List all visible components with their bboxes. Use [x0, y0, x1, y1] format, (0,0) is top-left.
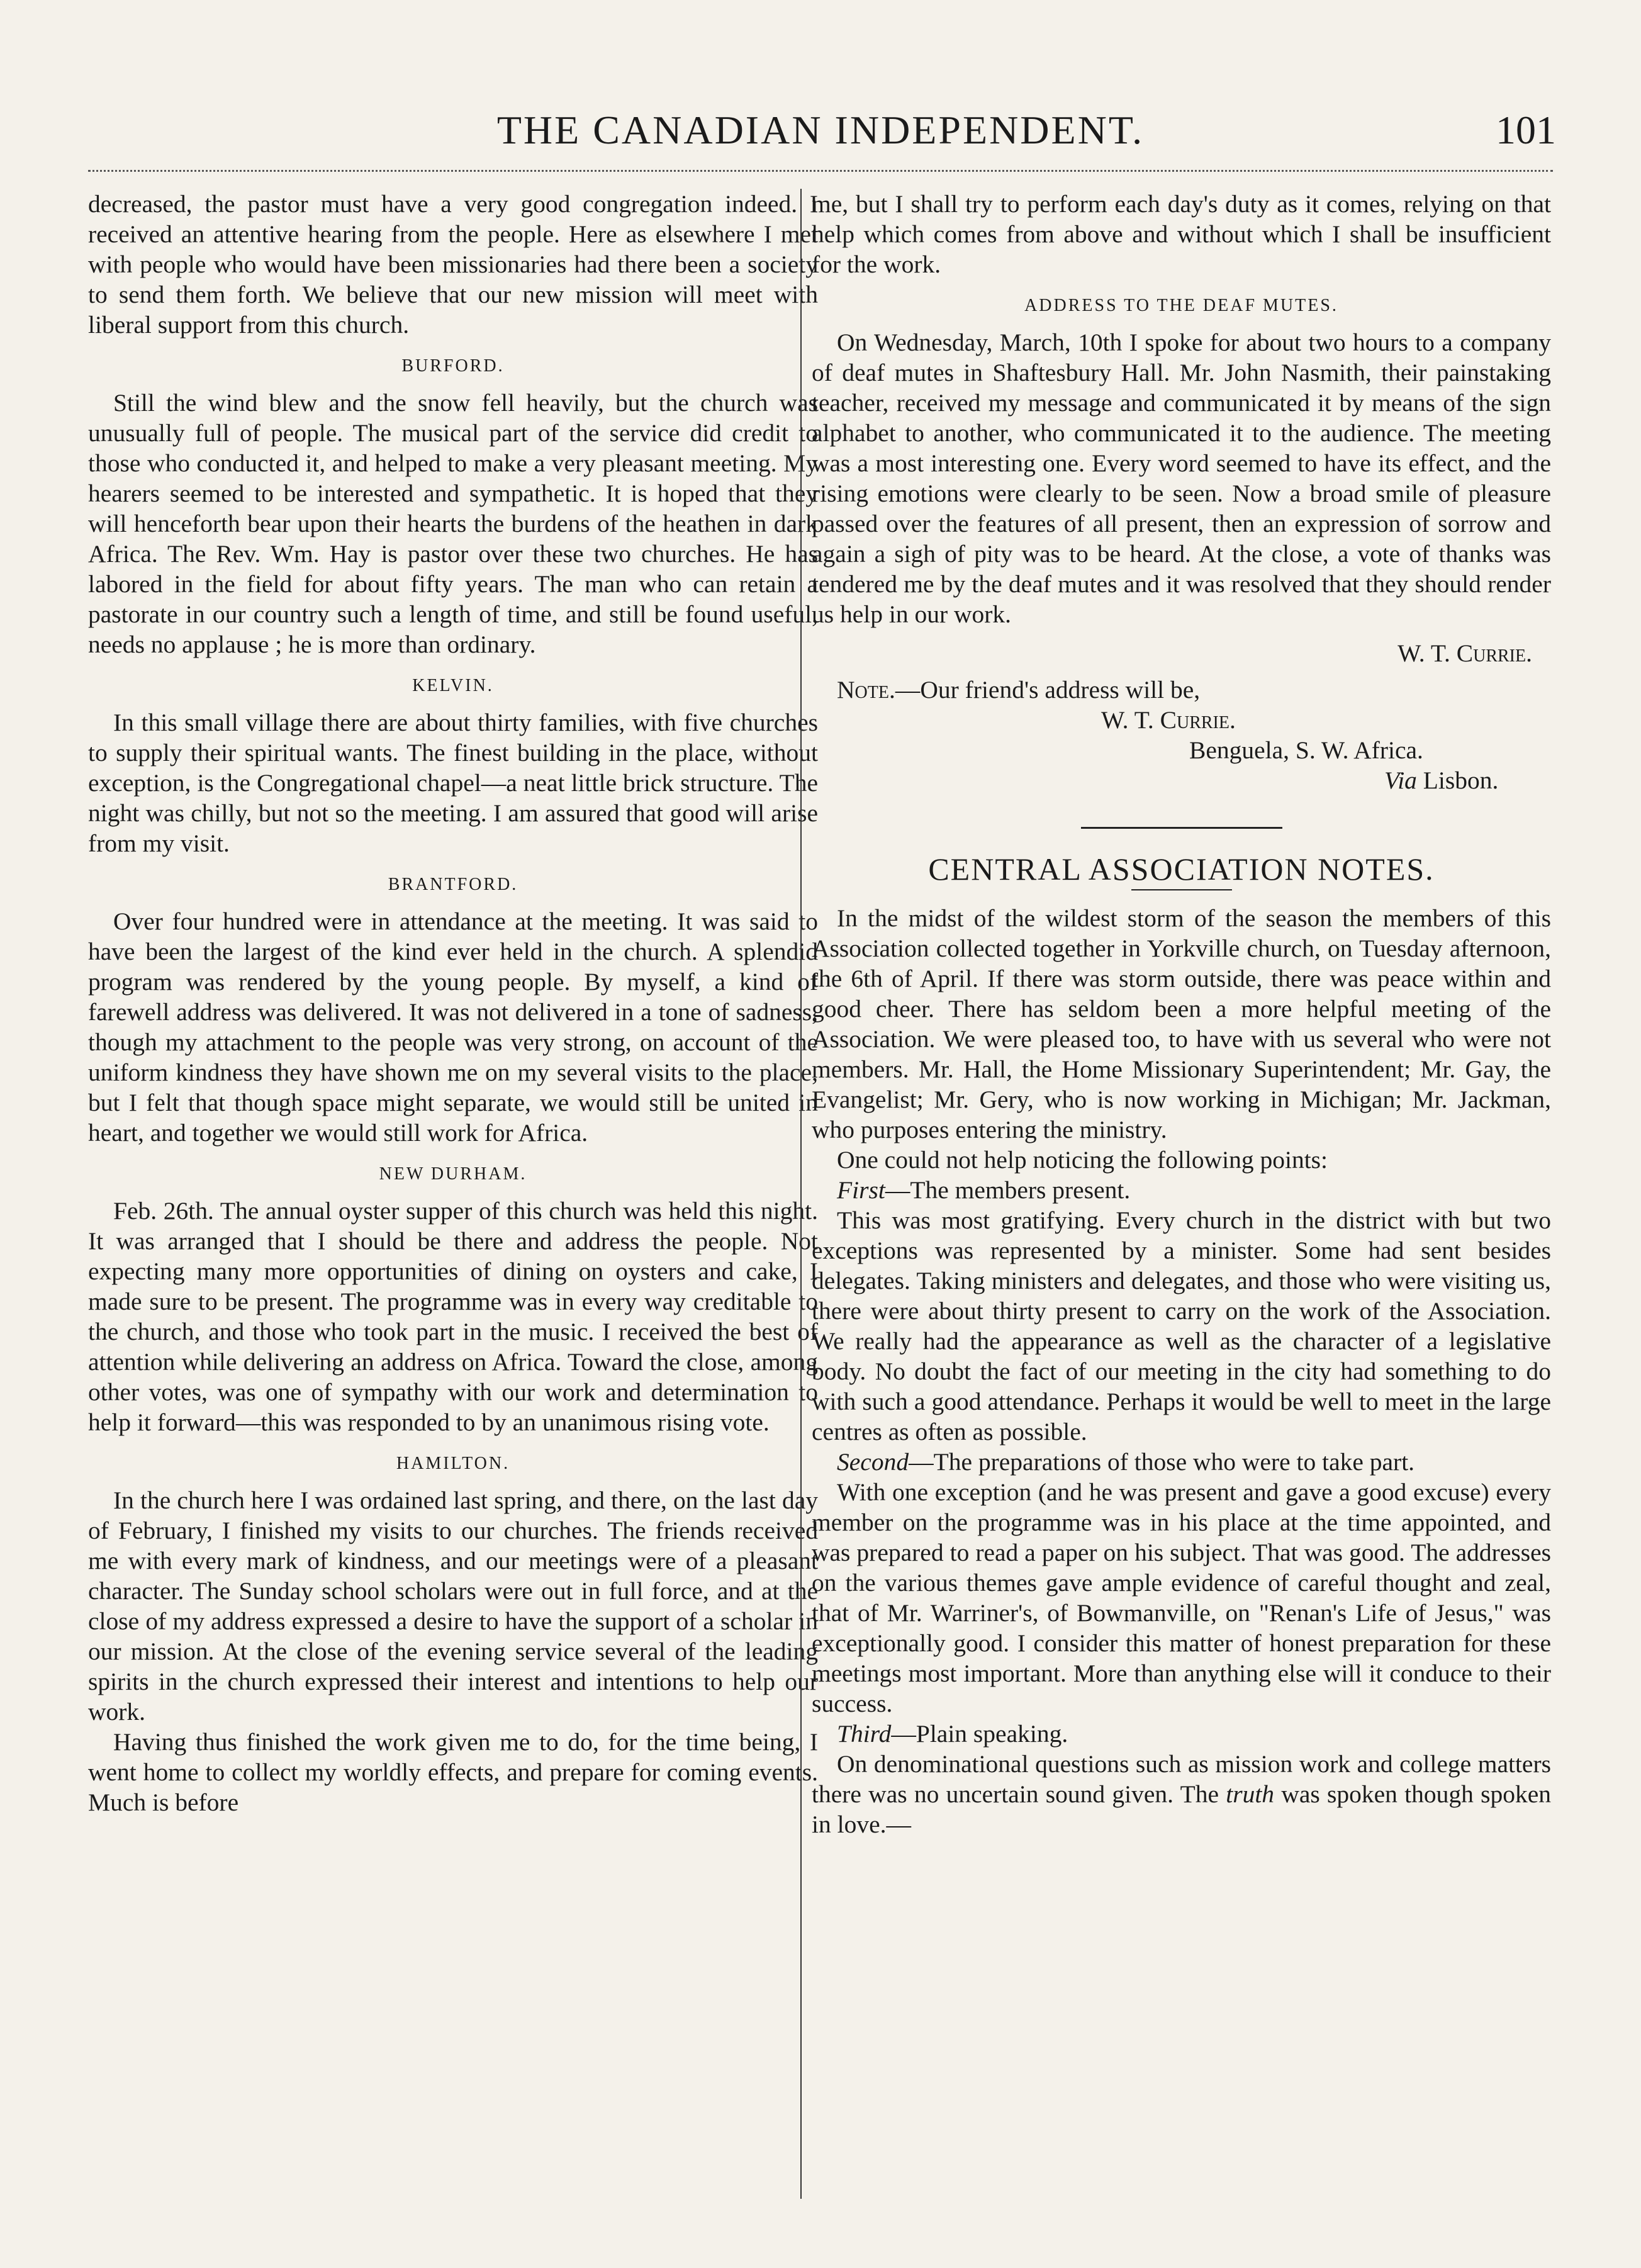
column-divider: [800, 189, 802, 2199]
right-column: [812, 189, 1551, 2205]
section-separator: [1081, 827, 1282, 829]
central-paragraph-1: In the midst of the wildest storm of the season the members of this Association collected together in Yorkville church, on Tuesday afternoon, the 6th of April. If there was storm outside, there was peace within and good cheer. There has seldom been a more helpful meeting of the Association. We were pleased too, to have with us several who were not members. Mr. Hall, the Home Missionary Superintendent; Mr. Gay, the Evangelist; Mr. Gery, who is now working in Michigan; Mr. Jackman, who purposes entering the ministry.: [812, 904, 1551, 1143]
central-p5-truth: truth: [1226, 1780, 1275, 1808]
central-paragraph-5: [812, 1749, 1551, 1839]
brantford-heading: BRANTFORD.: [388, 875, 518, 894]
note-line: [812, 675, 1551, 705]
kelvin-paragraph: In this small village there are about thirty families, with five churches to supply their spiritual wants. The finest building in the place, without exception, is the Congregational chapel—a neat little brick structure. The night was chilly, but not so the meeting. I am assured that good will arise from my visit.: [88, 709, 818, 857]
continuation-paragraph: me, but I shall try to perform each day's duty as it comes, relying on that help which comes from above and without which I shall be insufficient for the work.: [812, 190, 1551, 278]
third-point: [812, 1719, 1551, 1749]
deaf-mutes-heading: ADDRESS TO THE DEAF MUTES.: [1024, 296, 1338, 315]
first-text: —The members present.: [885, 1176, 1131, 1204]
kelvin-heading: KELVIN.: [412, 676, 494, 695]
central-p5-end: was spoken though spoken in love.—: [812, 1780, 1552, 1838]
address-via-label: Via: [1384, 766, 1417, 794]
section-title: CENTRAL ASSOCIATION NOTES.: [928, 851, 1435, 887]
central-paragraph-3: This was most gratifying. Every church in the district with but two exceptions was represented by a minister. Some had sent besides delegates. Taking ministers and delegates, and those who were visiting us, there were about thirty present to carry on the work of the Association. We really had the appearance as well as the character of a legislative body. No doubt the fact of our meeting in the city had something to do with such a good attendance. Perhaps it would be well to meet in the large centres as often as possible.: [812, 1206, 1551, 1446]
third-text: —Plain speaking.: [891, 1720, 1068, 1748]
central-paragraph-2: One could not help noticing the following points:: [837, 1146, 1328, 1174]
left-column: [88, 189, 818, 2205]
address-place: Benguela, S. W. Africa.: [1189, 736, 1423, 764]
burford-paragraph: Still the wind blew and the snow fell heavily, but the church was unusually full of people. The musical part of the service did credit to those who conducted it, and helped to make a very pleasant meeting. My hearers seemed to be interested and sympathetic. It is hoped that they will henceforth bear upon their hearts the burdens of the heathen in dark Africa. The Rev. Wm. Hay is pastor over these two churches. He has labored in the field for about fifty years. The man who can retain a pastorate in our country such a length of time, and still be found useful, needs no applause ; he is more than ordinary.: [88, 389, 818, 658]
first-label: First: [837, 1176, 885, 1204]
header-rule: [88, 170, 1553, 172]
address-via: [1384, 765, 1551, 795]
page-number: 101: [1496, 108, 1556, 152]
burford-heading: BURFORD.: [401, 356, 505, 376]
deaf-mutes-paragraph: On Wednesday, March, 10th I spoke for about two hours to a company of deaf mutes in Shaftesbury Hall. Mr. John Nasmith, their painstaking teacher, received my message and communicated it by means of the sign alphabet to another, who communicated it to the audience. The meeting was a most interesting one. Every word seemed to have its effect, and the rising emotions were clearly to be seen. Now a broad smile of pleasure passed over the features of all present, then an expression of sorrow and again a sigh of pity was to be heard. At the close, a vote of thanks was tendered me by the deaf mutes and it was resolved that they should render us help in our work.: [812, 328, 1551, 628]
hamilton-heading: HAMILTON.: [396, 1454, 510, 1473]
new-durham-paragraph: Feb. 26th. The annual oyster supper of this church was held this night. It was arranged that I should be there and address the people. Not expecting many more opportunities of dining on oysters and cake, I made sure to be present. The programme was in every way creditable to the church, and those who took part in the music. I received the best of attention while delivering an address on Africa. Toward the close, among other votes, was one of sympathy with our work and determination to help it forward—this was responded to by an unanimous rising vote.: [88, 1197, 818, 1436]
first-point: [812, 1175, 1551, 1205]
address-name: W. T. Currie.: [1101, 706, 1236, 734]
note-text: —Our friend's address will be,: [895, 676, 1201, 704]
address-via-city: Lisbon.: [1423, 766, 1499, 794]
signature: W. T. Currie.: [1397, 639, 1532, 667]
second-label: Second: [837, 1448, 909, 1476]
central-paragraph-4: With one exception (and he was present and gave a good excuse) every member on the programme was in his place at the time appointed, and was prepared to read a paper on his subject. That was good. The addresses on the various themes gave ample evidence of careful thought and zeal, that of Mr. Warriner's, of Bowmanville, on "Renan's Life of Jesus," was exceptionally good. I consider this matter of honest preparation for these meetings most important. More than anything else will it conduce to their success.: [812, 1478, 1551, 1717]
brantford-paragraph: Over four hundred were in attendance at the meeting. It was said to have been the largest of the kind ever held in the church. A splendid program was rendered by the young people. By myself, a kind of farewell address was delivered. It was not delivered in a tone of sadness, though my attachment to the people was very strong, on account of the uniform kindness they have shown me on my several visits to the place, but I felt that though space might separate, we would still be united in heart, and together we would still work for Africa.: [88, 907, 818, 1147]
third-label: Third: [837, 1720, 892, 1748]
publication-title: THE CANADIAN INDEPENDENT.: [496, 108, 1145, 152]
central-p5-start: On denominational questions such as mission work and college matters there was no uncertain sound given. The: [812, 1750, 1551, 1808]
masthead: [0, 0, 1641, 157]
section-title-rule: [1131, 889, 1232, 890]
hamilton-paragraph-1: In the church here I was ordained last spring, and there, on the last day of February, I finished my visits to our churches. The friends received me with every mark of kindness, and our meetings were of a pleasant character. The Sunday school scholars were out in full force, and at the close of my address expressed a desire to have the support of a scholar in our mission. At the close of the evening service several of the leading spirits in the church expressed their interest and intentions to help our work.: [88, 1486, 818, 1726]
intro-paragraph: decreased, the pastor must have a very good congregation indeed. I received an attentive hearing from the people. Here as elsewhere I met with people who would have been missionaries had there been a society to send them forth. We believe that our new mission will meet with liberal support from this church.: [88, 190, 818, 339]
note-label: Note.: [837, 676, 895, 704]
second-point: [812, 1447, 1551, 1477]
new-durham-heading: NEW DURHAM.: [379, 1164, 527, 1184]
second-text: —The preparations of those who were to take part.: [909, 1448, 1415, 1476]
hamilton-paragraph-2: Having thus finished the work given me to do, for the time being, I went home to collect my worldly effects, and prepare for coming events. Much is before: [88, 1728, 818, 1816]
